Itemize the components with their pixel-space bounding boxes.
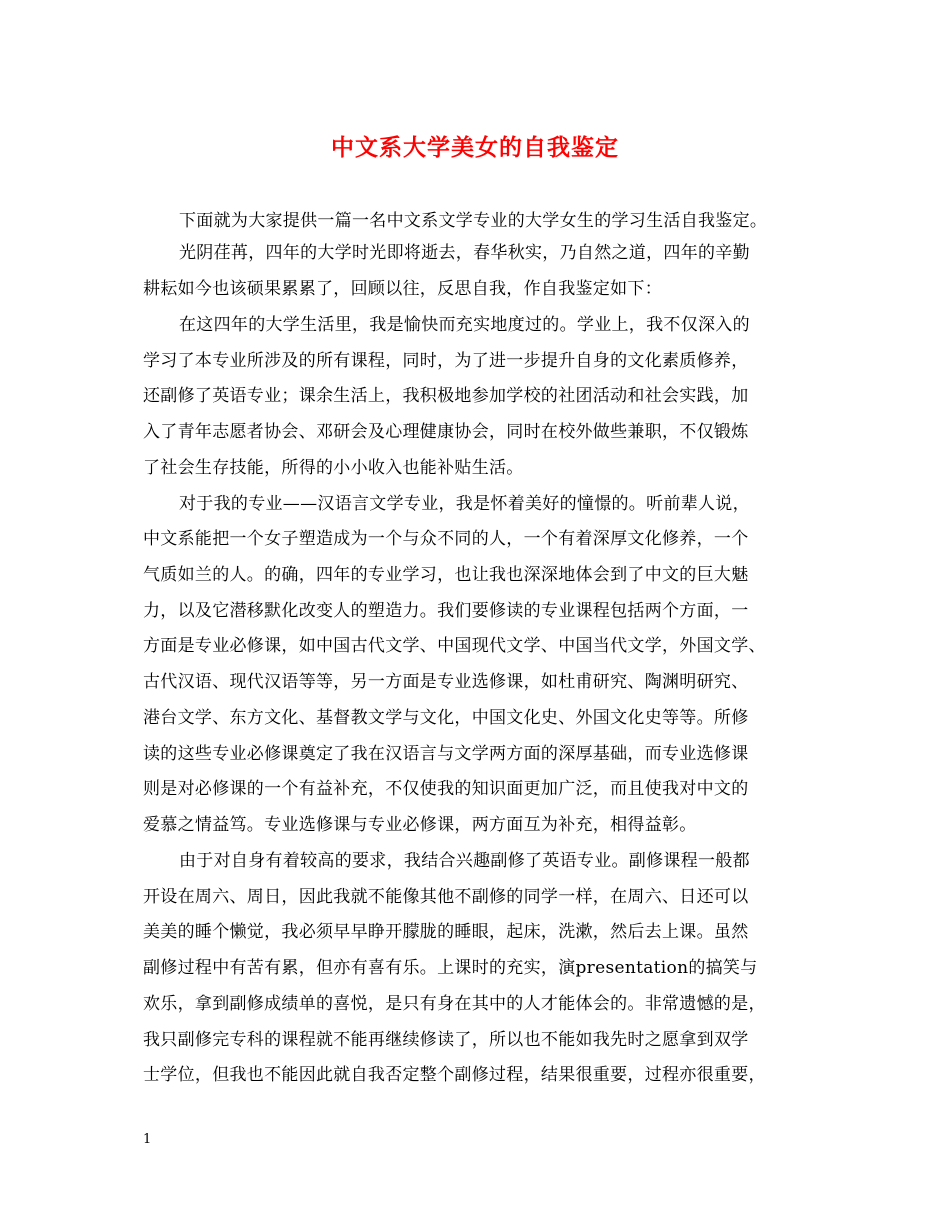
document-title: 中文系大学美女的自我鉴定 xyxy=(331,134,619,161)
body-line: 对于我的专业——汉语言文学专业，我是怀着美好的憧憬的。听前辈人说， xyxy=(179,494,750,514)
body-line: 则是对必修课的一个有益补充，不仅使我的知识面更加广泛，而且使我对中文的 xyxy=(143,779,749,799)
body-line: 港台文学、东方文化、基督教文学与文化，中国文化史、外国文化史等等。所修 xyxy=(143,708,749,728)
body-line: 在这四年的大学生活里，我是愉快而充实地度过的。学业上，我不仅深入的 xyxy=(179,315,750,335)
body-line: 开设在周六、周日，因此我就不能像其他不副修的同学一样，在周六、日还可以 xyxy=(143,887,749,907)
body-line: 力，以及它潜移默化改变人的塑造力。我们要修读的专业课程包括两个方面，一 xyxy=(143,601,749,621)
body-line: 读的这些专业必修课奠定了我在汉语言与文学两方面的深厚基础，而专业选修课 xyxy=(143,744,749,764)
body-line: 美美的睡个懒觉，我必须早早睁开朦胧的睡眼，起床，洗漱，然后去上课。虽然 xyxy=(143,922,749,942)
body-line: 欢乐，拿到副修成绩单的喜悦，是只有身在其中的人才能体会的。非常遗憾的是， xyxy=(143,994,766,1014)
body-line: 耕耘如今也该硕果累累了，回顾以往，反思自我，作自我鉴定如下： xyxy=(143,279,662,299)
body-line: 副修过程中有苦有累，但亦有喜有乐。上课时的充实，演presentation的搞笑与 xyxy=(143,958,758,978)
body-line: 由于对自身有着较高的要求，我结合兴趣副修了英语专业。副修课程一般都 xyxy=(179,851,750,871)
body-line: 还副修了英语专业；课余生活上，我积极地参加学校的社团活动和社会实践，加 xyxy=(143,386,749,406)
body-line: 入了青年志愿者协会、邓研会及心理健康协会，同时在校外做些兼职，不仅锻炼 xyxy=(143,422,749,442)
body-line: 光阴荏苒，四年的大学时光即将逝去，春华秋实，乃自然之道，四年的辛勤 xyxy=(179,243,750,263)
body-line: 气质如兰的人。的确，四年的专业学习，也让我也深深地体会到了中文的巨大魅 xyxy=(143,565,749,585)
body-line: 学习了本专业所涉及的所有课程，同时，为了进一步提升自身的文化素质修养， xyxy=(143,351,749,371)
body-line: 古代汉语、现代汉语等等，另一方面是专业选修课，如杜甫研究、陶渊明研究、 xyxy=(143,672,749,692)
body-line: 我只副修完专科的课程就不能再继续修读了，所以也不能如我先时之愿拿到双学 xyxy=(143,1030,749,1050)
body-line: 士学位，但我也不能因此就自我否定整个副修过程，结果很重要，过程亦很重要， xyxy=(143,1065,766,1085)
body-line: 方面是专业必修课，如中国古代文学、中国现代文学、中国当代文学，外国文学、 xyxy=(143,636,766,656)
body-line: 了社会生存技能，所得的小小收入也能补贴生活。 xyxy=(143,458,524,478)
body-line: 中文系能把一个女子塑造成为一个与众不同的人，一个有着深厚文化修养，一个 xyxy=(143,529,749,549)
body-line: 下面就为大家提供一篇一名中文系文学专业的大学女生的学习生活自我鉴定。 xyxy=(179,211,768,231)
page-number: 1 xyxy=(143,1132,152,1147)
body-line: 爱慕之情益笃。专业选修课与专业必修课，两方面互为补充，相得益彰。 xyxy=(143,815,697,835)
